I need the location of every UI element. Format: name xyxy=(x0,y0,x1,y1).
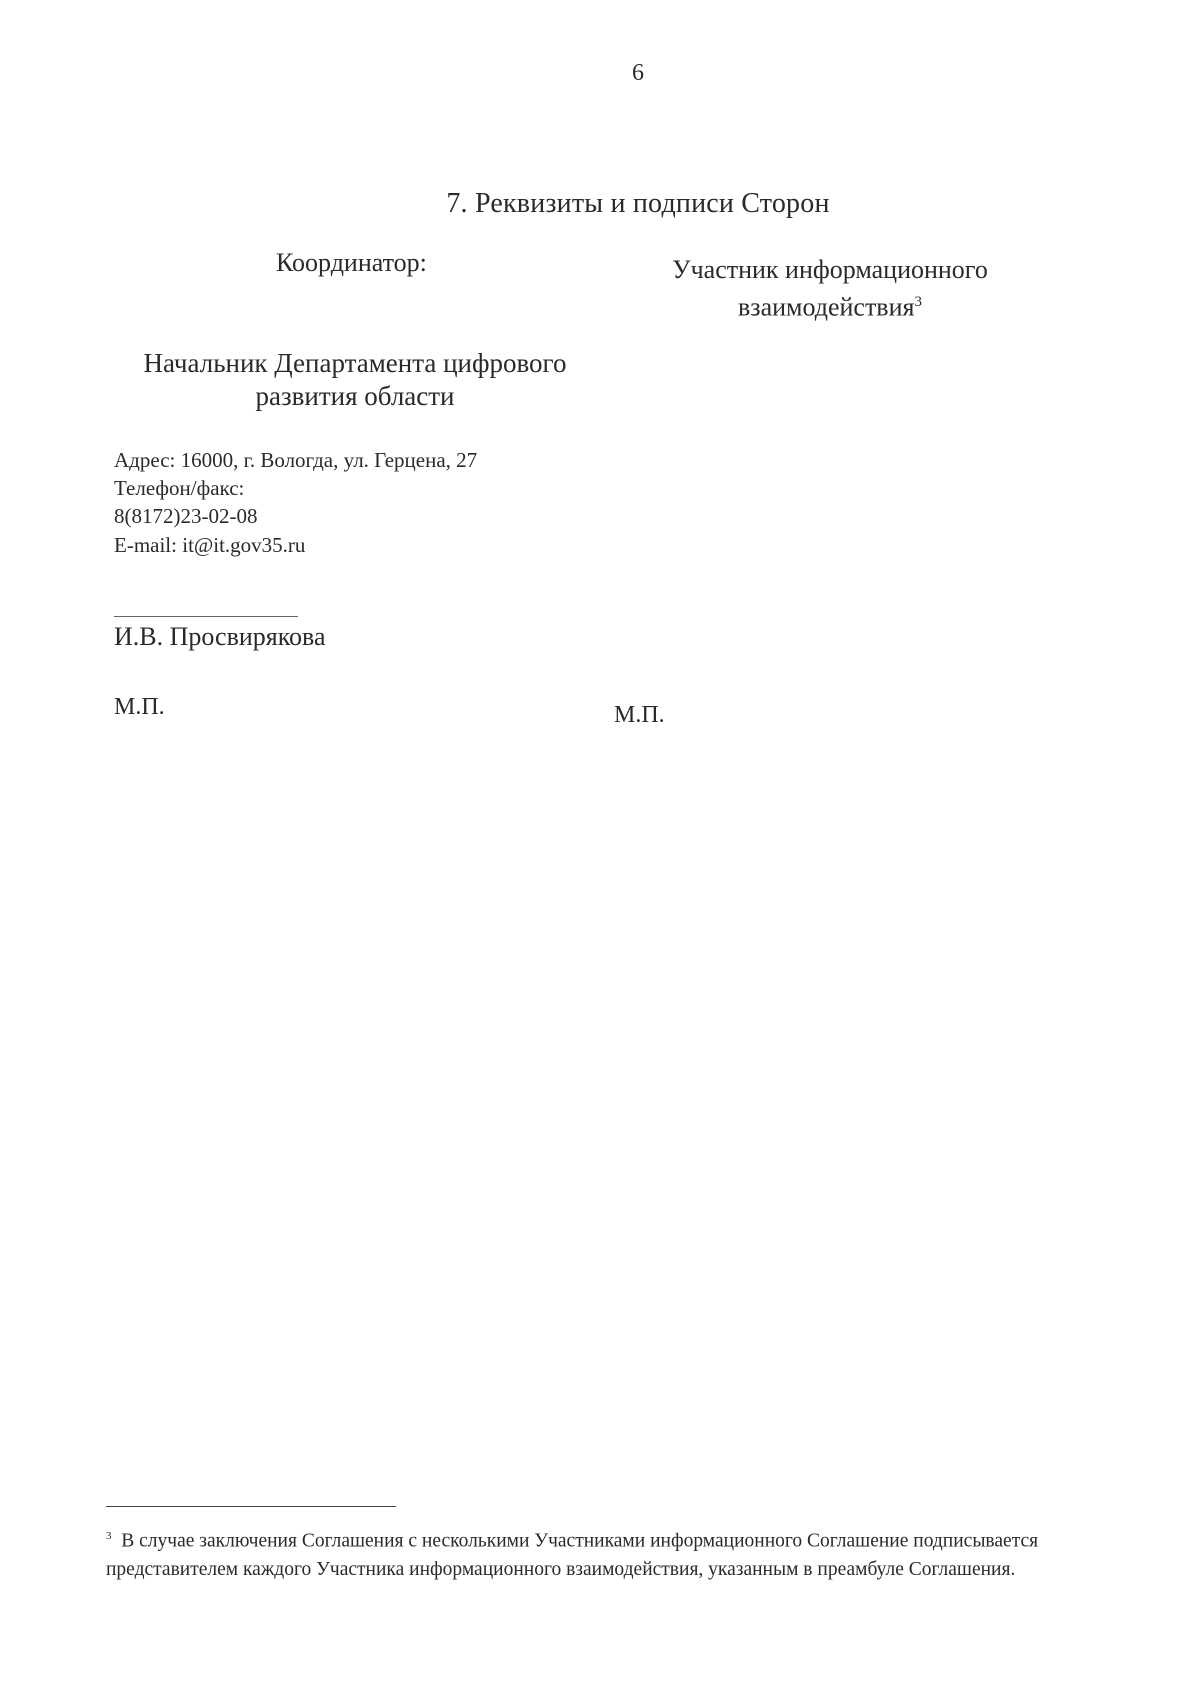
coordinator-email: E-mail: it@it.gov35.ru xyxy=(114,533,306,557)
coordinator-phone: 8(8172)23-02-08 xyxy=(114,504,258,528)
participant-heading xyxy=(630,254,1030,324)
coordinator-signer-name: И.В. Просвирякова xyxy=(114,622,326,651)
coordinator-phone-label: Телефон/факс: xyxy=(114,476,245,500)
coordinator-address: Адрес: 16000, г. Вологда, ул. Герцена, 27 xyxy=(114,448,478,472)
footnote xyxy=(106,1522,1146,1584)
footnote-marker: 3 xyxy=(106,1530,112,1542)
coordinator-stamp-place: М.П. xyxy=(114,694,165,720)
participant-heading-text: Участник информационного взаимодействия xyxy=(672,255,988,322)
participant-stamp-place: М.П. xyxy=(614,702,665,728)
coordinator-heading: Координатор: xyxy=(276,248,427,277)
footnote-separator xyxy=(106,1506,396,1507)
page-number: 6 xyxy=(632,60,644,86)
section-title: 7. Реквизиты и подписи Сторон xyxy=(446,188,830,219)
signature-line xyxy=(114,616,298,617)
footnote-text: В случае заключения Соглашения с несколькими Участниками информационного Соглашение подписывается представителем каждого Участника информационного взаимодействия, указанным в преамбуле Соглашения. xyxy=(106,1530,1039,1580)
coordinator-position: Начальник Департамента цифрового развития области xyxy=(143,348,567,411)
footnote-reference: 3 xyxy=(914,294,922,310)
